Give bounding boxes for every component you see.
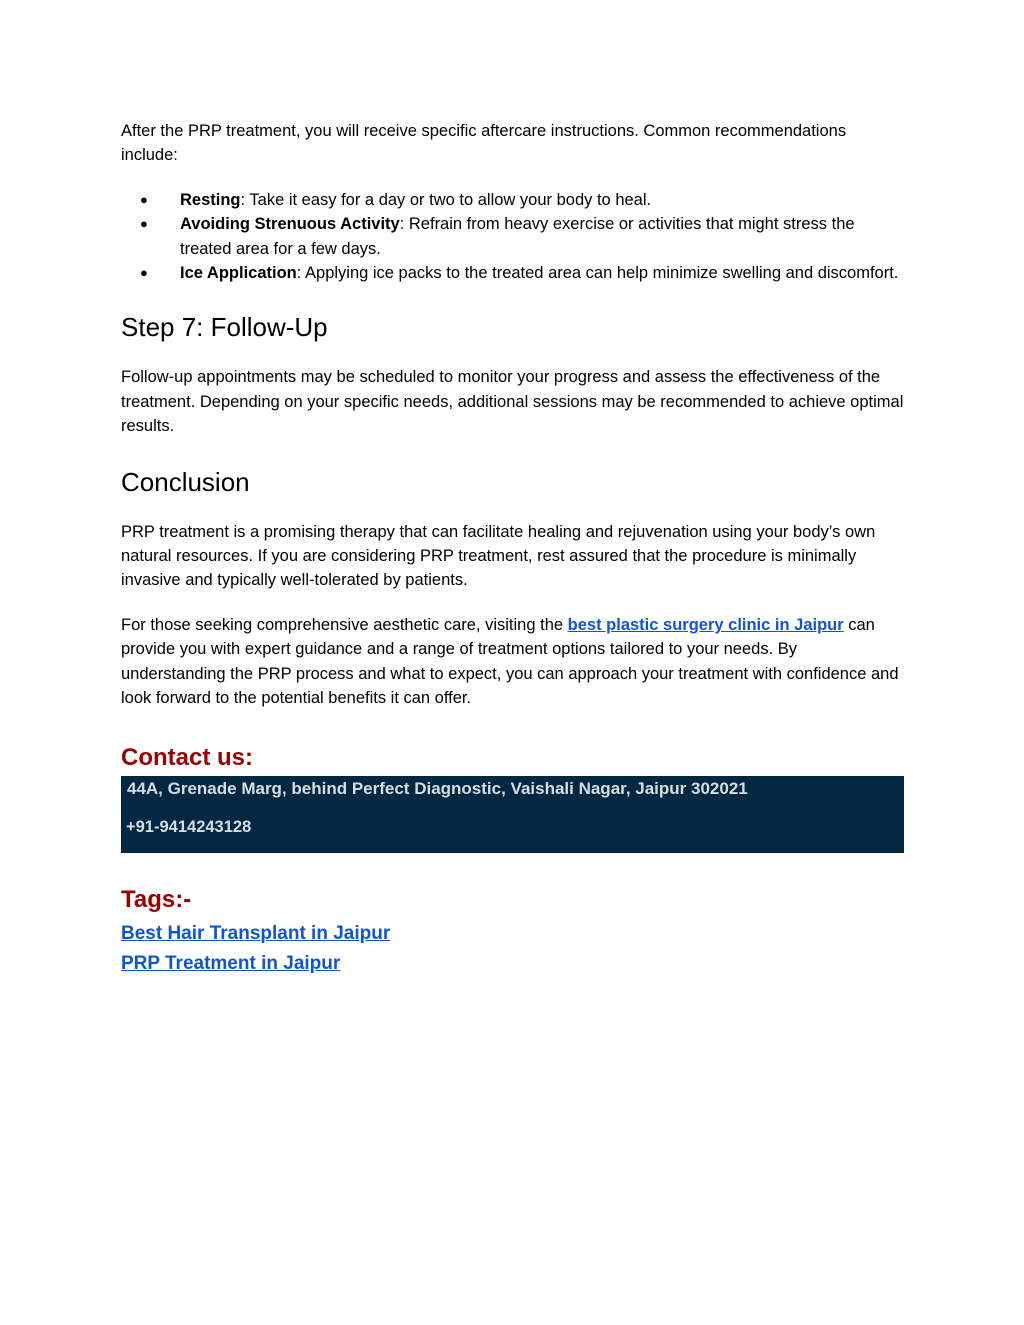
document-page (121, 119, 905, 979)
aftercare-list (121, 188, 905, 286)
list-item-text: : Take it easy for a day or two to allow your body to heal. (240, 190, 652, 209)
bullet-icon: ● (140, 191, 148, 207)
bullet-icon: ● (140, 216, 148, 232)
aftercare-intro: After the PRP treatment, you will receive specific aftercare instructions. Common recommendations include: (121, 122, 847, 165)
contact-heading: Contact us: (121, 743, 253, 771)
list-item-term: Ice Application (180, 264, 297, 283)
list-item (121, 212, 905, 261)
tag-link-hair-transplant[interactable]: Best Hair Transplant in Jaipur (121, 922, 391, 944)
list-item-text: : Applying ice packs to the treated area can help minimize swelling and discomfort. (296, 264, 899, 283)
list-item (121, 261, 905, 285)
contact-address: 44A, Grenade Marg, behind Perfect Diagnostic, Vaishali Nagar, Jaipur 302021 (127, 778, 748, 798)
conclusion-heading: Conclusion (121, 466, 250, 497)
tag-link-prp-treatment[interactable]: PRP Treatment in Jaipur (121, 952, 341, 974)
tag-item (121, 919, 905, 949)
conclusion-text-before-link: For those seeking comprehensive aesthetic care, visiting the (121, 615, 568, 634)
list-item-term: Resting (180, 190, 241, 209)
conclusion-paragraph-1: PRP treatment is a promising therapy that can facilitate healing and rejuvenation using your body’s own natural resources. If you are considering PRP treatment, rest assured that the procedure is minimally invasive and typically well-tolerated by patients. (121, 522, 876, 590)
conclusion-text-after-link: can provide you with expert guidance and a range of treatment options tailored to your needs. By understanding the PRP process and what to expect, you can approach your treatment with confidence and look forward to the potential benefits it can offer. (121, 615, 899, 708)
list-item (121, 188, 905, 212)
clinic-link[interactable]: best plastic surgery clinic in Jaipur (567, 615, 844, 634)
contact-phone: +91-9414243128 (126, 817, 252, 836)
list-item-term: Avoiding Strenuous Activity (180, 215, 400, 234)
step7-heading: Step 7: Follow-Up (121, 312, 328, 343)
conclusion-paragraph-2 (121, 613, 905, 711)
list-item-text: : Refrain from heavy exercise or activities that might stress the treated area for a few days. (180, 215, 855, 258)
step7-body: Follow-up appointments may be scheduled to monitor your progress and assess the effectiveness of the treatment. Depending on your specific needs, additional sessions may be recommended to achieve optimal results. (121, 368, 904, 436)
tags-heading: Tags:- (121, 885, 192, 913)
contact-info-box (121, 776, 904, 853)
tag-item (121, 949, 905, 979)
bullet-icon: ● (140, 265, 148, 281)
